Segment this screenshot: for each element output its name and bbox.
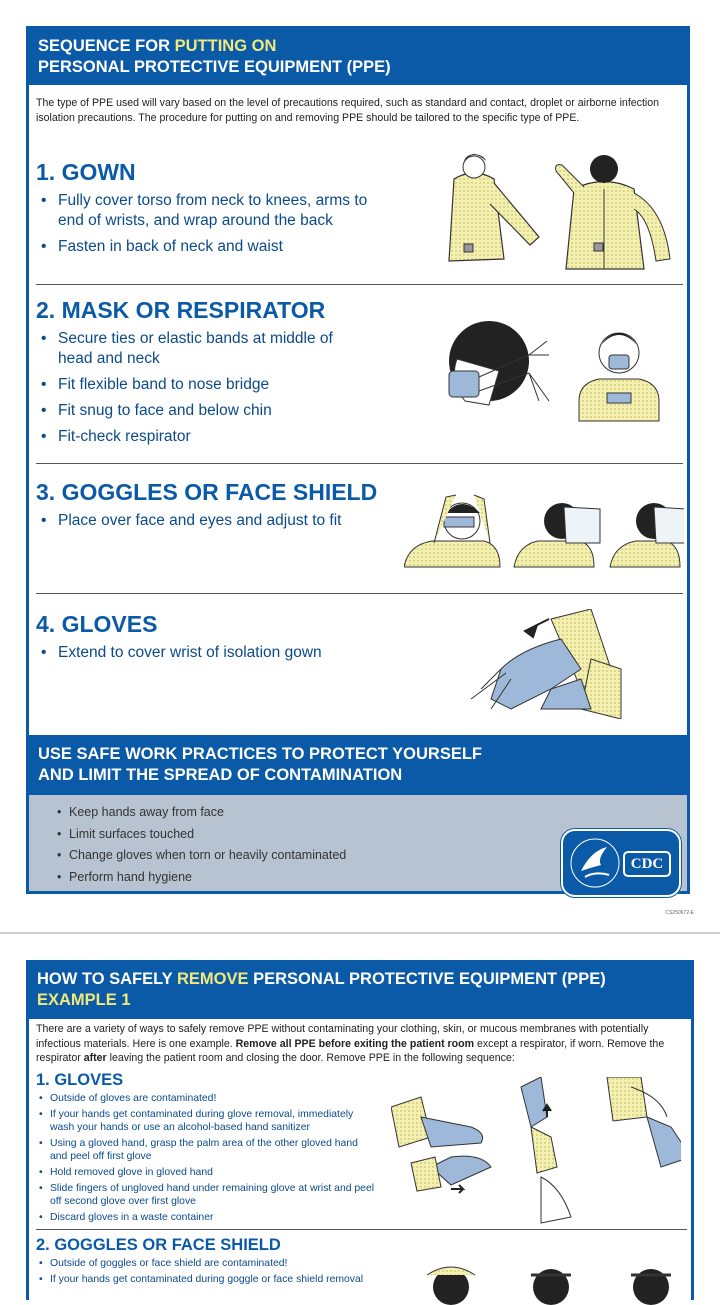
divider [36, 284, 683, 285]
bullet: • Fit snug to face and below chin [36, 401, 356, 421]
divider [36, 463, 683, 464]
document-code: CS250672-E [665, 910, 694, 916]
footer-title: USE SAFE WORK PRACTICES TO PROTECT YOURSELF [38, 745, 483, 763]
bullet: • Extend to cover wrist of isolation gown [36, 643, 376, 663]
hhs-eagle-icon [567, 833, 623, 893]
divider [36, 593, 683, 594]
glove-removal-illustration [391, 1077, 681, 1227]
header-example: EXAMPLE 1 [37, 991, 131, 1009]
intro2-paragraph [29, 1019, 691, 1066]
section-title: 1. GOWN [36, 159, 136, 185]
section-remove-goggles [36, 1235, 376, 1289]
header-text-post: PERSONAL PROTECTIVE EQUIPMENT (PPE) [248, 970, 606, 988]
intro-bold: Remove all PPE before exiting the patient room [235, 1037, 475, 1050]
footer-bullet: • Limit surfaces touched [57, 824, 687, 846]
section-remove-gloves [36, 1070, 376, 1227]
footer-bullet: • Perform hand hygiene [57, 867, 687, 889]
bullet: • Secure ties or elastic bands at middle of head and neck [36, 329, 356, 369]
bullet: • Outside of gloves are contaminated! [36, 1092, 376, 1105]
header-highlight: REMOVE [176, 970, 249, 988]
section-title: 1. GLOVES [36, 1071, 124, 1089]
poster2-header [29, 963, 691, 1019]
goggles-illustration [404, 487, 684, 573]
donning-poster [26, 26, 690, 894]
hhs-cdc-logo [561, 829, 681, 897]
section-title: 2. GOGGLES OR FACE SHIELD [36, 1236, 281, 1254]
intro-paragraph: The type of PPE used will vary based on the level of precautions required, such as standard and contact, droplet or airborne infection isolation precautions. The procedure for putting on and removing PPE should be tailored to the specific type of PPE. [36, 97, 660, 124]
intro-bold: after [83, 1052, 107, 1065]
intro-text: leaving the patient room and closing the door. Remove PPE in the following sequence: [106, 1052, 515, 1065]
header-text: HOW TO SAFELY [37, 970, 177, 988]
bullet: • Using a gloved hand, grasp the palm area of the other gloved hand and peel off first glove [36, 1137, 376, 1163]
bullet: • Outside of goggles or face shield are contaminated! [36, 1257, 376, 1270]
header-highlight: PUTTING ON [174, 37, 277, 55]
section-title: 4. GLOVES [36, 611, 158, 637]
intro-text: There are a variety of ways to safely remove PPE without contaminating your clothing, skin, or mucous membranes with potentially infectious materials. Here is one example. [36, 1023, 649, 1050]
divider [36, 1229, 687, 1230]
footer-body [29, 795, 687, 891]
poster-header [29, 29, 687, 85]
section-title: 2. MASK OR RESPIRATOR [36, 297, 326, 323]
bullet: • Hold removed glove in gloved hand [36, 1166, 376, 1179]
cdc-wordmark: CDC [623, 851, 671, 877]
doffing-poster [26, 960, 694, 1300]
bullet: • Place over face and eyes and adjust to fit [36, 511, 376, 531]
header-text: SEQUENCE FOR [38, 37, 175, 55]
header-text-line2: PERSONAL PROTECTIVE EQUIPMENT (PPE) [38, 58, 391, 76]
mask-illustration [429, 311, 679, 423]
bullet: • If your hands get contaminated during glove removal, immediately wash your hands or use an alcohol-based hand sanitizer [36, 1108, 376, 1134]
gown-illustration [434, 149, 684, 275]
bullet: • Slide fingers of ungloved hand under remaining glove at wrist and peel off second glove over first glove [36, 1182, 376, 1208]
footer-title-line2: AND LIMIT THE SPREAD OF CONTAMINATION [38, 766, 403, 784]
footer-bullet: • Change gloves when torn or heavily contaminated [57, 845, 687, 867]
bullet: • Fasten in back of neck and waist [36, 237, 376, 257]
bullet: • Discard gloves in a waste container [36, 1211, 376, 1224]
footer-bullet: • Keep hands away from face [57, 802, 687, 824]
bullet: • Fully cover torso from neck to knees, arms to end of wrists, and wrap around the back [36, 191, 376, 231]
bullet: • Fit-check respirator [36, 427, 356, 447]
bullet: • Fit flexible band to nose bridge [36, 375, 356, 395]
section-title: 3. GOGGLES OR FACE SHIELD [36, 479, 378, 505]
gloves-illustration [461, 609, 631, 719]
footer-header [29, 735, 687, 795]
bullet: • If your hands get contaminated during goggle or face shield removal [36, 1273, 376, 1286]
page-divider [0, 932, 720, 934]
intro-text: except a respirator, if worn. Remove the respirator [36, 1037, 665, 1065]
goggles-removal-illustration [401, 1265, 691, 1305]
